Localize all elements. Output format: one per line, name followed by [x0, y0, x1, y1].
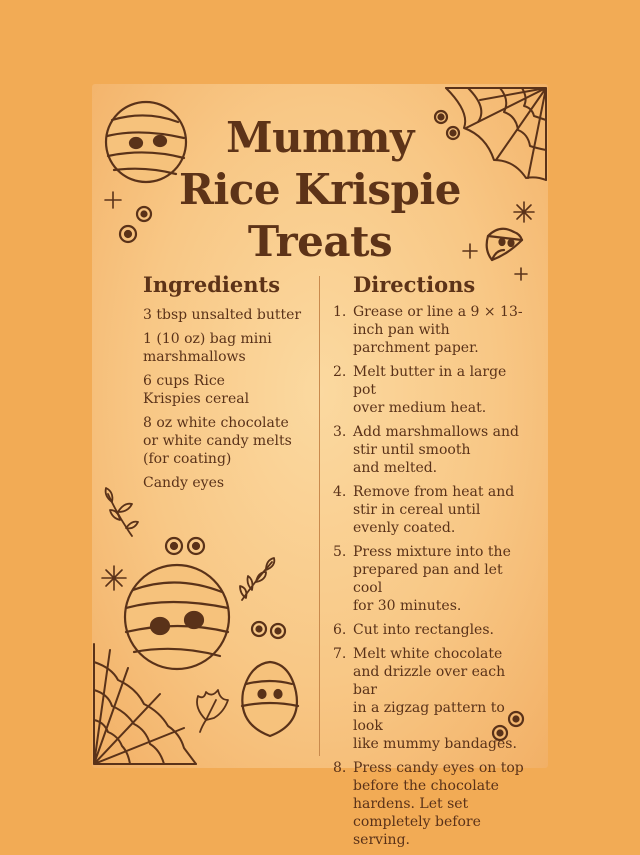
directions-heading: Directions: [353, 272, 476, 297]
sparkle-icon: [463, 244, 477, 258]
mummy-head-icon: [125, 565, 229, 669]
mummy-head-icon: [106, 102, 186, 182]
step-text: Press candy eyes on top before the chocolate hardens. Let set completely before serving.: [353, 760, 524, 848]
step-number: 7.: [333, 646, 347, 662]
eyes-icon: [252, 622, 285, 638]
ingredient-item: 1 (10 oz) bag mini marshmallows: [143, 331, 272, 365]
step-text: Remove from heat and stir in cereal until evenly coated.: [353, 484, 515, 536]
step-text: Grease or line a 9 × 13- inch pan with parchment paper.: [353, 304, 523, 356]
candy-corn-icon: [487, 229, 522, 260]
step-number: 1.: [333, 304, 347, 320]
title-line: Rice Krispie: [178, 165, 462, 214]
ingredient-item: 3 tbsp unsalted butter: [143, 307, 302, 323]
ingredient-item: 8 oz white chocolate or white candy melts (for coating): [143, 415, 292, 467]
eyes-icon: [435, 111, 459, 139]
step-text: Add marshmallows and stir until smooth and melted.: [353, 424, 519, 476]
title-line: Mummy: [226, 113, 414, 162]
step-text: Melt butter in a large pot over medium heat.: [353, 364, 507, 416]
sparkle-icon: [105, 192, 121, 208]
eyes-icon: [493, 712, 523, 740]
ingredients-heading: Ingredients: [143, 272, 281, 297]
step-number: 8.: [333, 760, 347, 776]
step-text: Press mixture into the prepared pan and let cool for 30 minutes.: [353, 544, 511, 614]
step-text: Melt white chocolate and drizzle over each bar in a zigzag pattern to look like mummy bandages.: [353, 646, 517, 752]
eyes-icon: [120, 207, 151, 242]
ingredient-item: 6 cups Rice Krispies cereal: [143, 373, 250, 407]
candy-corn-icon: [242, 662, 298, 736]
step-number: 4.: [333, 484, 347, 500]
ingredient-item: Candy eyes: [143, 475, 225, 491]
eyes-icon: [166, 538, 204, 554]
spider-web-icon: [446, 88, 546, 180]
step-number: 6.: [333, 622, 347, 638]
sparkle-icon: [515, 268, 527, 280]
step-text: Cut into rectangles.: [353, 622, 494, 638]
step-number: 5.: [333, 544, 347, 560]
step-number: 3.: [333, 424, 347, 440]
title-line: Treats: [247, 217, 393, 266]
leaf-sprig-icon: [106, 488, 138, 536]
sparkle-icon: [102, 566, 126, 590]
sparkle-icon: [514, 202, 534, 222]
leaf-sprig-icon: [240, 558, 274, 600]
autumn-leaf-icon: [197, 690, 228, 732]
step-number: 2.: [333, 364, 347, 380]
